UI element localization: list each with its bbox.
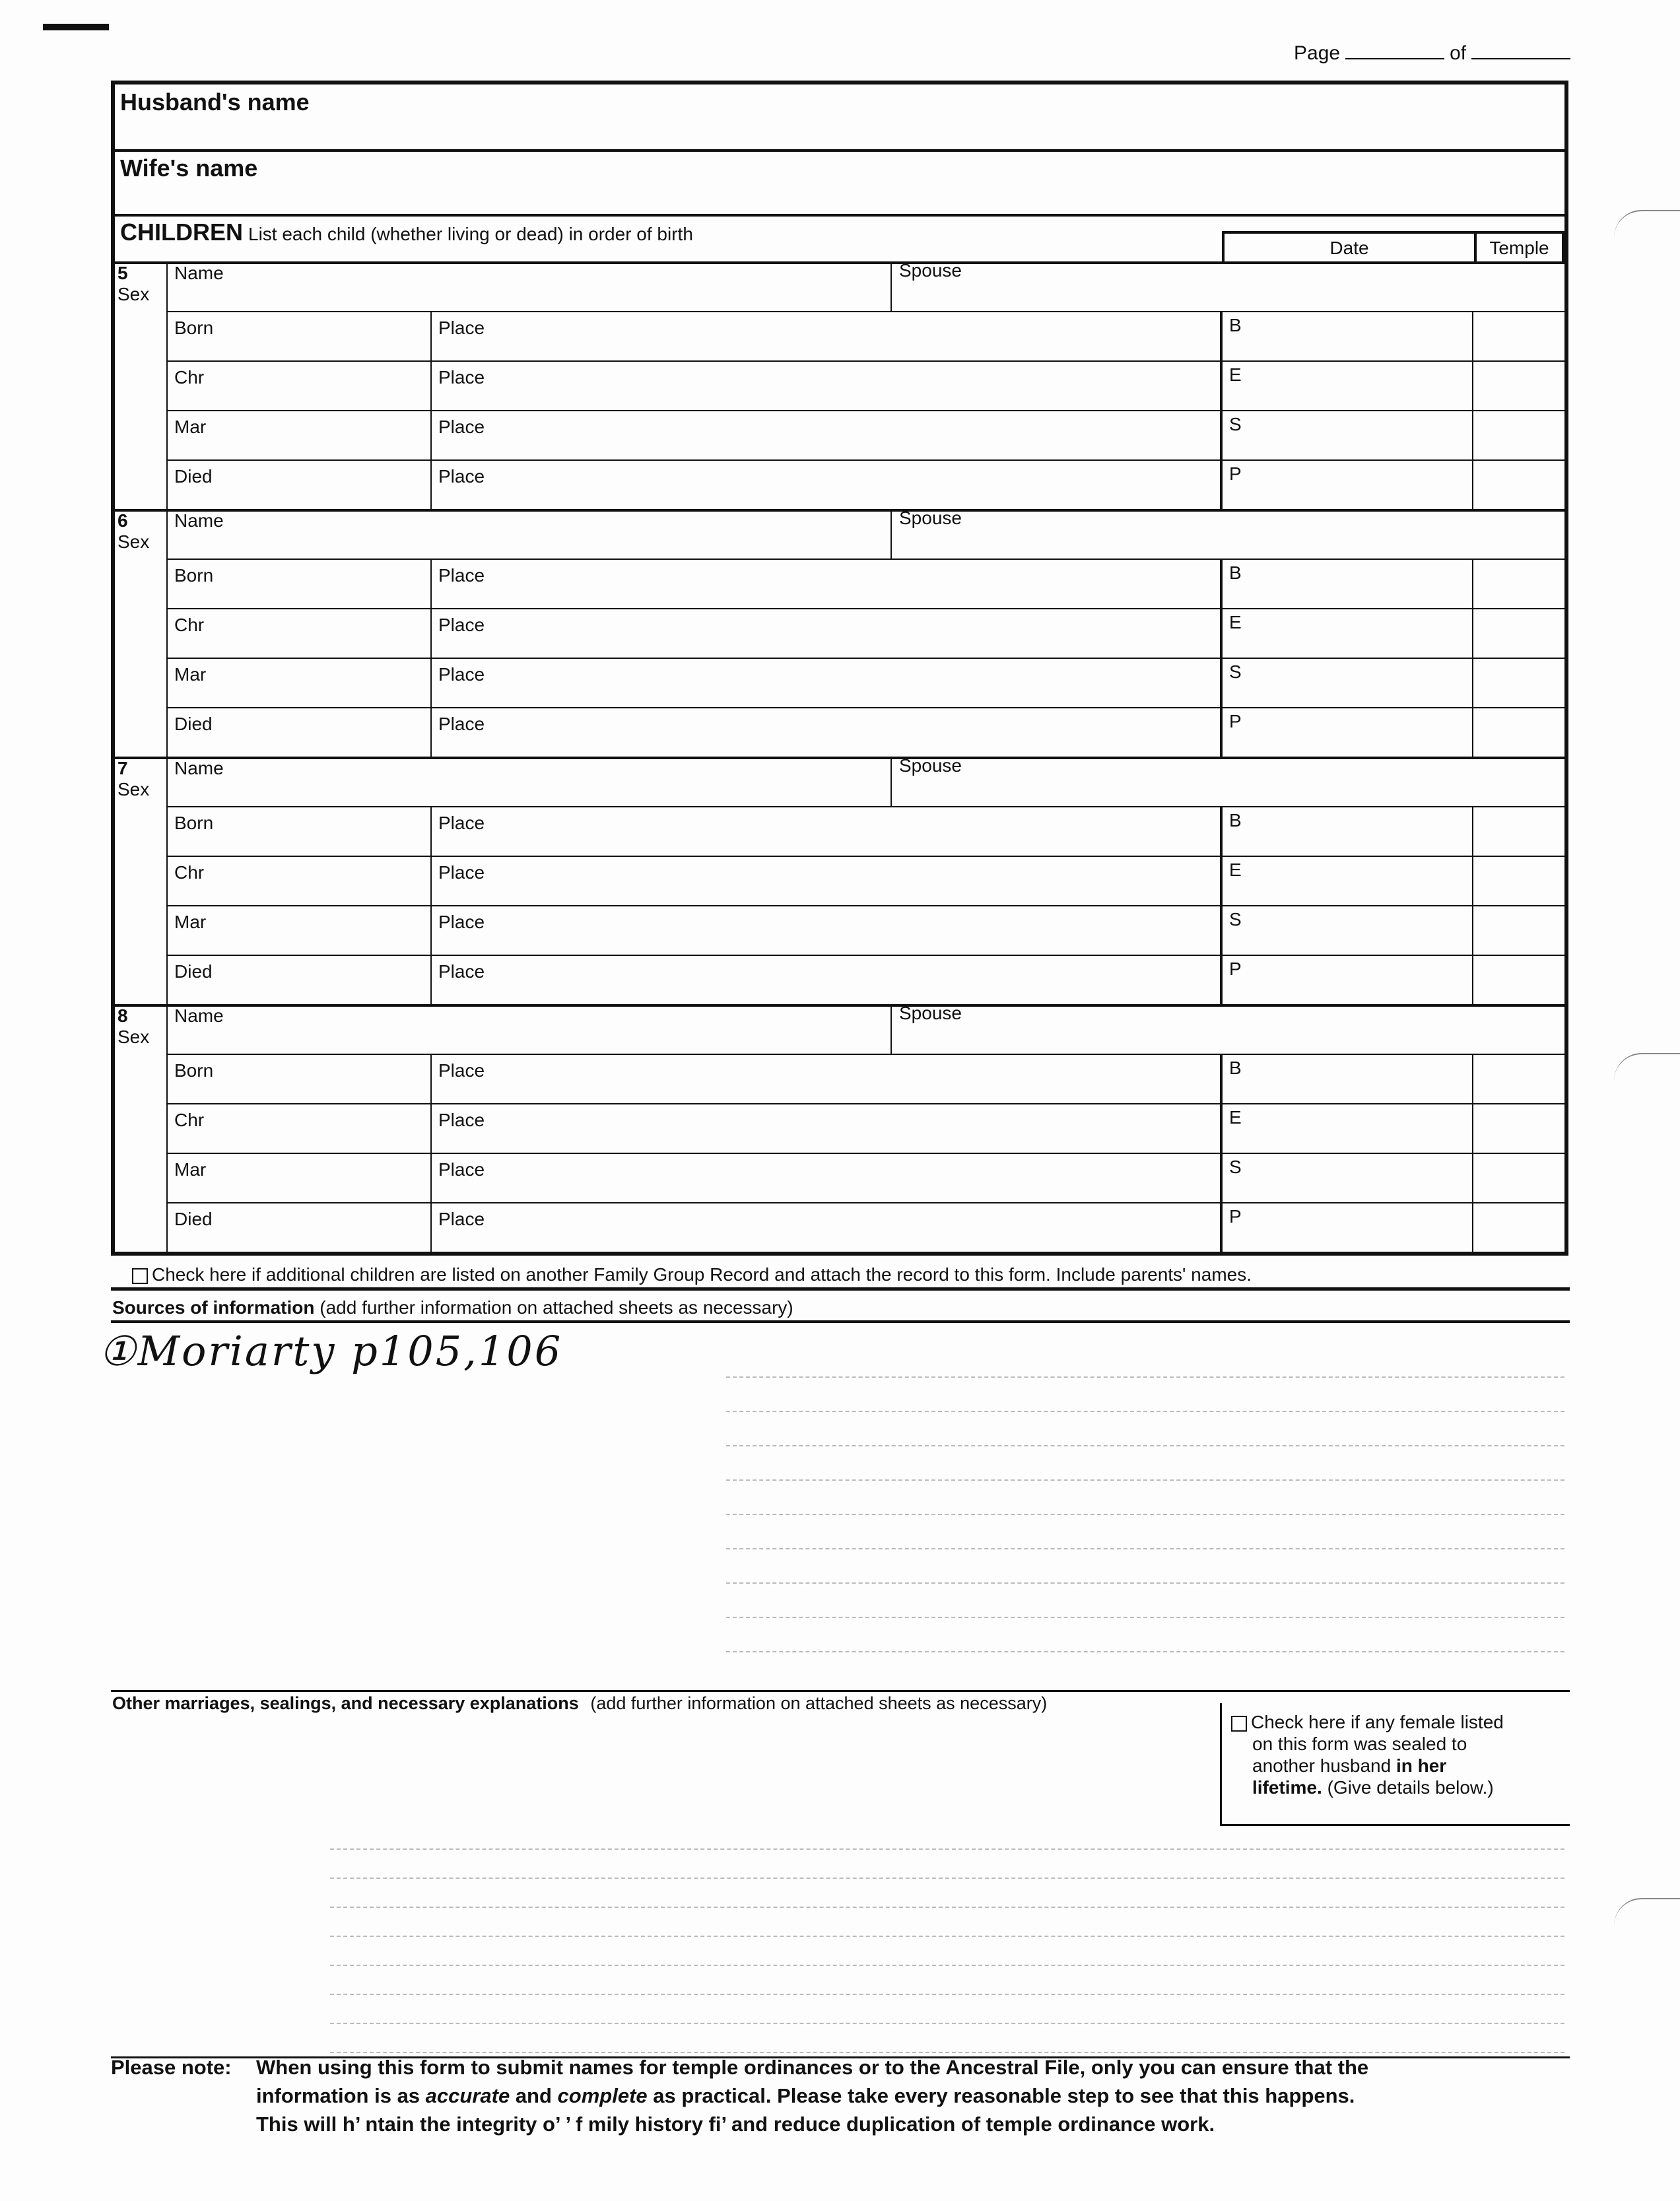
event-born-place-field[interactable] — [433, 562, 1219, 589]
event-born-place-field[interactable] — [433, 810, 1219, 836]
writing-line[interactable] — [330, 1994, 1564, 1995]
child-number-sex — [112, 1003, 165, 1050]
col-divider — [430, 806, 432, 1004]
place-label: Place — [438, 912, 485, 932]
writing-line[interactable] — [726, 1479, 1564, 1481]
child-number: 5 — [118, 263, 128, 283]
sources-header — [112, 1297, 793, 1318]
ordinance-ord_b-date-field[interactable] — [1224, 560, 1475, 586]
additional-children-text: Check here if additional children are listed on another Family Group Record and attach the record to this form. Include parents' names. — [152, 1264, 1252, 1285]
child-number: 6 — [118, 510, 128, 531]
husband-name-row[interactable] — [115, 85, 1564, 152]
punch-hole — [1614, 210, 1680, 238]
col-divider — [890, 757, 892, 806]
born-label: Born — [174, 318, 214, 338]
ordinance-ord_e-date-field[interactable] — [1224, 857, 1475, 883]
please-note — [111, 2053, 1368, 2138]
please-note-accurate: accurate — [425, 2084, 510, 2107]
child-name-field[interactable] — [169, 755, 948, 805]
ordinance-ord_b-date-field[interactable] — [1224, 1055, 1475, 1081]
child-number: 8 — [118, 1005, 128, 1026]
mar-label: Mar — [174, 1159, 207, 1180]
ordinance-letter: B — [1229, 1058, 1242, 1078]
col-divider — [1472, 1054, 1473, 1252]
event-mar-field[interactable] — [169, 414, 433, 440]
col-divider — [890, 509, 892, 559]
event-chr-field[interactable] — [169, 1107, 433, 1134]
col-divider — [430, 311, 432, 509]
sex-label: Sex — [118, 284, 150, 304]
spouse-label: Spouse — [899, 755, 962, 776]
col-divider — [1220, 806, 1223, 1004]
additional-children-check[interactable] — [132, 1264, 1252, 1285]
ordinance-letter: E — [1229, 860, 1242, 880]
died-label: Died — [174, 466, 213, 487]
event-died-place-field[interactable] — [433, 463, 1219, 490]
col-divider — [166, 1004, 168, 1252]
event-mar-field[interactable] — [169, 1157, 433, 1183]
child-number: 7 — [118, 758, 128, 778]
ordinance-letter: B — [1229, 810, 1242, 830]
female-check-line2: on this form was sealed to — [1252, 1734, 1467, 1754]
writing-line[interactable] — [726, 1617, 1564, 1618]
writing-line[interactable] — [726, 1411, 1564, 1412]
born-label: Born — [174, 813, 214, 833]
event-chr-place-field[interactable] — [433, 1107, 1219, 1134]
writing-line[interactable] — [330, 2023, 1564, 2024]
ordinance-ord_s-date-field[interactable] — [1224, 411, 1475, 438]
col-divider — [1472, 311, 1473, 509]
place-label: Place — [438, 417, 485, 437]
event-chr-field[interactable] — [169, 860, 433, 886]
ordinance-letter: E — [1229, 612, 1242, 632]
page-number-field[interactable] — [1345, 58, 1444, 59]
children-title: CHILDREN — [120, 219, 243, 246]
col-divider — [890, 261, 892, 311]
writing-line[interactable] — [330, 1848, 1564, 1850]
divider — [111, 1690, 1570, 1692]
other-marriages-note: (add further information on attached sheets as necessary) — [590, 1693, 1048, 1713]
ordinance-letter: E — [1229, 364, 1242, 385]
husband-name-label: Husband's name — [120, 88, 310, 116]
ordinance-ord_p-date-field[interactable] — [1224, 708, 1475, 735]
sex-label: Sex — [118, 531, 150, 552]
family-group-form — [111, 81, 1568, 1256]
other-marriages-label: Other marriages, sealings, and necessary explanations — [112, 1693, 579, 1713]
col-divider — [1472, 806, 1473, 1004]
checkbox[interactable] — [132, 1268, 148, 1284]
event-chr-field[interactable] — [169, 364, 433, 391]
place-label: Place — [438, 318, 485, 338]
punch-hole — [1614, 1898, 1680, 1926]
place-label: Place — [438, 1110, 485, 1130]
event-mar-field[interactable] — [169, 661, 433, 688]
name-label: Name — [174, 758, 224, 778]
event-died-place-field[interactable] — [433, 959, 1219, 985]
divider — [111, 1320, 1570, 1323]
checkbox[interactable] — [1231, 1716, 1247, 1732]
event-born-field[interactable] — [169, 1058, 433, 1084]
ordinance-ord_b-date-field[interactable] — [1224, 807, 1475, 834]
writing-line[interactable] — [330, 1936, 1564, 1937]
ordinance-ord_e-date-field[interactable] — [1224, 609, 1475, 636]
child-record-7 — [115, 757, 1564, 1004]
place-label: Place — [438, 1209, 485, 1229]
wife-name-row[interactable] — [115, 149, 1564, 217]
divider — [111, 1287, 1570, 1291]
please-note-line3: This will h’ ntain the integrity o’ ’ f mily history fi’ and reduce duplication of temple ordinance work. — [256, 2113, 1215, 2136]
of-label: of — [1450, 42, 1467, 64]
child-spouse-field[interactable] — [894, 505, 1554, 555]
ordinance-ord_p-date-field[interactable] — [1224, 956, 1475, 982]
ordinance-ord_p-date-field[interactable] — [1224, 461, 1475, 487]
place-label: Place — [438, 367, 485, 388]
child-record-8 — [115, 1004, 1564, 1252]
died-label: Died — [174, 961, 213, 982]
female-sealing-check[interactable] — [1220, 1703, 1570, 1826]
event-mar-place-field[interactable] — [433, 909, 1219, 935]
event-mar-place-field[interactable] — [433, 661, 1219, 688]
sources-note: (add further information on attached sheets as necessary) — [319, 1297, 793, 1318]
child-name-field[interactable] — [169, 1003, 948, 1052]
female-check-line3a: another husband — [1252, 1755, 1396, 1776]
child-record-5 — [115, 261, 1564, 509]
name-label: Name — [174, 263, 224, 283]
place-label: Place — [438, 862, 485, 883]
event-mar-place-field[interactable] — [433, 1157, 1219, 1183]
child-spouse-field[interactable] — [894, 257, 1554, 307]
chr-label: Chr — [174, 367, 205, 388]
please-note-line1: When using this form to submit names for temple ordinances or to the Ancestral File, only you can ensure that the — [256, 2056, 1369, 2079]
mar-label: Mar — [174, 664, 207, 685]
ordinance-letter: S — [1229, 661, 1242, 682]
female-check-line4b: (Give details below.) — [1322, 1777, 1494, 1798]
died-label: Died — [174, 1209, 213, 1229]
female-check-line4a: lifetime. — [1252, 1777, 1322, 1798]
col-divider — [166, 509, 168, 757]
col-divider — [1220, 1054, 1223, 1252]
please-note-line2a: information is as — [256, 2084, 426, 2107]
mar-label: Mar — [174, 417, 207, 437]
place-label: Place — [438, 664, 485, 685]
ordinance-letter: P — [1229, 463, 1242, 484]
punch-hole — [1614, 1053, 1680, 1081]
ordinance-ord_e-date-field[interactable] — [1224, 1104, 1475, 1131]
please-note-line2e: as practical. Please take every reasonable step to see that this happens. — [647, 2084, 1355, 2107]
event-born-place-field[interactable] — [433, 315, 1219, 341]
event-chr-field[interactable] — [169, 612, 433, 638]
child-number-sex — [112, 508, 165, 555]
page-label: Page — [1294, 42, 1341, 64]
event-died-place-field[interactable] — [433, 1206, 1219, 1233]
name-label: Name — [174, 510, 224, 531]
sources-label: Sources of information — [112, 1297, 315, 1318]
place-label: Place — [438, 1060, 485, 1081]
place-label: Place — [438, 961, 485, 982]
ordinance-ord_p-date-field[interactable] — [1224, 1203, 1475, 1230]
sources-handwritten-entry: ①Moriarty p105,106 — [99, 1327, 563, 1375]
born-label: Born — [174, 1060, 214, 1081]
event-mar-field[interactable] — [169, 909, 433, 935]
child-name-field[interactable] — [169, 508, 948, 557]
sex-label: Sex — [118, 1027, 150, 1047]
spouse-label: Spouse — [899, 1003, 962, 1023]
children-instruction: List each child (whether living or dead) in order of birth — [248, 224, 693, 244]
event-died-field[interactable] — [169, 463, 433, 490]
writing-line[interactable] — [726, 1376, 1564, 1378]
ordinance-letter: S — [1229, 909, 1242, 930]
ordinance-letter: S — [1229, 1157, 1242, 1177]
col-divider — [430, 559, 432, 757]
place-label: Place — [438, 813, 485, 833]
event-born-field[interactable] — [169, 562, 433, 589]
name-label: Name — [174, 1005, 224, 1026]
ordinance-letter: P — [1229, 1206, 1242, 1227]
ordinance-ord_s-date-field[interactable] — [1224, 906, 1475, 933]
child-name-field[interactable] — [169, 260, 948, 310]
child-record-6 — [115, 509, 1564, 757]
please-note-complete: complete — [557, 2084, 648, 2107]
event-chr-place-field[interactable] — [433, 612, 1219, 638]
ordinance-ord_s-date-field[interactable] — [1224, 659, 1475, 685]
ordinance-ord_e-date-field[interactable] — [1224, 362, 1475, 388]
col-divider — [1220, 559, 1223, 757]
writing-line[interactable] — [330, 1878, 1564, 1879]
event-born-field[interactable] — [169, 810, 433, 836]
ordinance-letter: P — [1229, 959, 1242, 979]
col-divider — [166, 261, 168, 509]
children-header — [120, 219, 693, 246]
col-divider — [1220, 311, 1223, 509]
child-number-sex — [112, 260, 165, 308]
event-died-field[interactable] — [169, 711, 433, 737]
ordinance-ord_b-date-field[interactable] — [1224, 312, 1475, 339]
ordinance-letter: E — [1229, 1107, 1242, 1128]
mar-label: Mar — [174, 912, 207, 932]
place-label: Place — [438, 1159, 485, 1180]
place-label: Place — [438, 615, 485, 635]
event-chr-place-field[interactable] — [433, 364, 1219, 391]
event-born-field[interactable] — [169, 315, 433, 341]
event-chr-place-field[interactable] — [433, 860, 1219, 886]
spouse-label: Spouse — [899, 508, 962, 528]
place-label: Place — [438, 466, 485, 487]
event-died-place-field[interactable] — [433, 711, 1219, 737]
scan-mark — [43, 24, 109, 30]
place-label: Place — [438, 565, 485, 586]
ordinance-letter: S — [1229, 414, 1242, 434]
writing-line[interactable] — [726, 1514, 1564, 1515]
col-divider — [1472, 559, 1473, 757]
child-spouse-field[interactable] — [894, 1000, 1554, 1050]
col-divider — [430, 1054, 432, 1252]
female-check-line3b: in her — [1395, 1755, 1447, 1776]
event-mar-place-field[interactable] — [433, 414, 1219, 440]
date-column-header: Date — [1222, 231, 1477, 261]
writing-line[interactable] — [330, 1965, 1564, 1966]
place-label: Place — [438, 714, 485, 734]
event-died-field[interactable] — [169, 959, 433, 985]
page-number-line — [1294, 42, 1576, 65]
wife-name-label: Wife's name — [120, 154, 258, 182]
writing-line[interactable] — [330, 1907, 1564, 1908]
writing-line[interactable] — [726, 1651, 1564, 1652]
ordinance-letter: B — [1229, 562, 1242, 583]
writing-line[interactable] — [726, 1445, 1564, 1446]
sex-label: Sex — [118, 779, 150, 799]
ordinance-letter: P — [1229, 711, 1242, 731]
born-label: Born — [174, 565, 214, 586]
col-divider — [890, 1004, 892, 1054]
please-note-line2c: and — [510, 2084, 558, 2107]
please-note-label: Please note: — [111, 2056, 232, 2079]
died-label: Died — [174, 714, 213, 734]
writing-line[interactable] — [726, 1582, 1564, 1584]
child-spouse-field[interactable] — [894, 753, 1554, 802]
page-total-field[interactable] — [1471, 58, 1570, 59]
writing-line[interactable] — [726, 1548, 1564, 1549]
chr-label: Chr — [174, 1110, 205, 1130]
event-died-field[interactable] — [169, 1206, 433, 1233]
chr-label: Chr — [174, 862, 205, 883]
ordinance-letter: B — [1229, 315, 1242, 335]
child-number-sex — [112, 755, 165, 803]
spouse-label: Spouse — [899, 260, 962, 281]
other-marriages-header — [112, 1693, 1047, 1714]
chr-label: Chr — [174, 615, 205, 635]
col-divider — [166, 757, 168, 1004]
event-born-place-field[interactable] — [433, 1058, 1219, 1084]
female-check-line1: Check here if any female listed — [1251, 1712, 1504, 1732]
temple-column-header: Temple — [1474, 231, 1564, 261]
ordinance-ord_s-date-field[interactable] — [1224, 1154, 1475, 1180]
